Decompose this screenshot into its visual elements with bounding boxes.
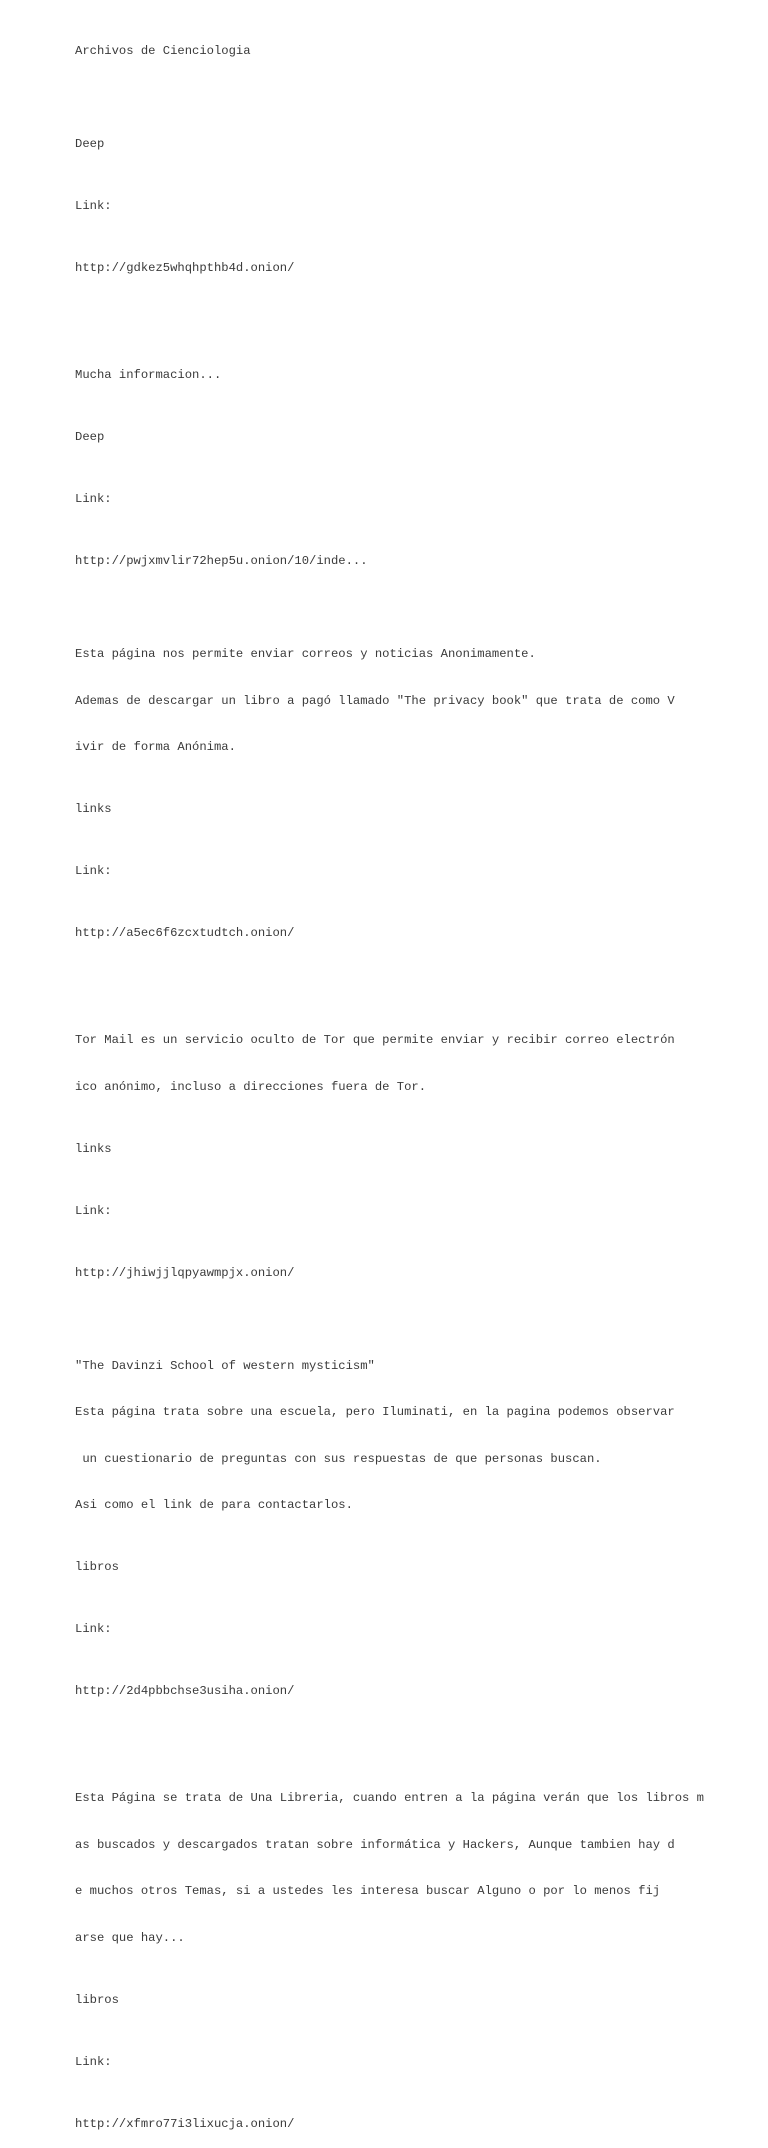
entry-description-line: as buscados y descargados tratan sobre informática y Hackers, Aunque tambien hay d [75, 1837, 675, 1852]
entry-category: libros [75, 1992, 119, 2007]
entry-description-line: Esta página nos permite enviar correos y noticias Anonimamente. [75, 647, 536, 661]
entry-description-line: Ademas de descargar un libro a pagó llamado "The privacy book" que trata de como V [75, 693, 675, 708]
entry-category: Deep [75, 137, 105, 151]
entry-description-line: ico anónimo, incluso a direcciones fuera de Tor. [75, 1079, 427, 1094]
entry-category: libros [75, 1560, 119, 1574]
document-title: Archivos de Cienciologia [75, 44, 251, 58]
link-label: Link: [75, 864, 112, 878]
entry-description-line: Asi como el link de para contactarlos. [75, 1498, 353, 1512]
entry-description-line: "The Davinzi School of western mysticism" [75, 1358, 375, 1373]
entry-category: links [75, 1141, 112, 1156]
entry-description-line: arse que hay... [75, 1930, 185, 1945]
document-page [75, 13, 735, 2148]
entry-description-line: Tor Mail es un servicio oculto de Tor que permite enviar y recibir correo electrón [75, 1033, 675, 1047]
onion-url[interactable]: http://xfmro77i3lixucja.onion/ [75, 2116, 295, 2131]
entry-description-line: ivir de forma Anónima. [75, 740, 236, 754]
entry-description-line: e muchos otros Temas, si a ustedes les interesa buscar Alguno o por lo menos fij [75, 1884, 661, 1898]
entry-category: links [75, 802, 112, 816]
entry-category: Deep [75, 430, 105, 444]
entry-description-line: Mucha informacion... [75, 368, 222, 382]
onion-url[interactable]: http://gdkez5whqhpthb4d.onion/ [75, 261, 295, 275]
onion-url[interactable]: http://a5ec6f6zcxtudtch.onion/ [75, 926, 295, 940]
entry-description-line: Esta página trata sobre una escuela, pero Iluminati, en la pagina podemos observar [75, 1405, 675, 1419]
link-label: Link: [75, 2054, 112, 2069]
link-label: Link: [75, 199, 112, 213]
onion-url[interactable]: http://jhiwjjlqpyawmpjx.onion/ [75, 1265, 295, 1280]
onion-url[interactable]: http://pwjxmvlir72hep5u.onion/10/inde... [75, 554, 368, 568]
link-label: Link: [75, 492, 112, 506]
link-label: Link: [75, 1203, 112, 1218]
entry-description-line: un cuestionario de preguntas con sus respuestas de que personas buscan. [75, 1451, 602, 1466]
entry-description-line: Esta Página se trata de Una Libreria, cuando entren a la página verán que los libros m [75, 1791, 704, 1805]
link-label: Link: [75, 1622, 112, 1636]
onion-url[interactable]: http://2d4pbbchse3usiha.onion/ [75, 1684, 295, 1698]
